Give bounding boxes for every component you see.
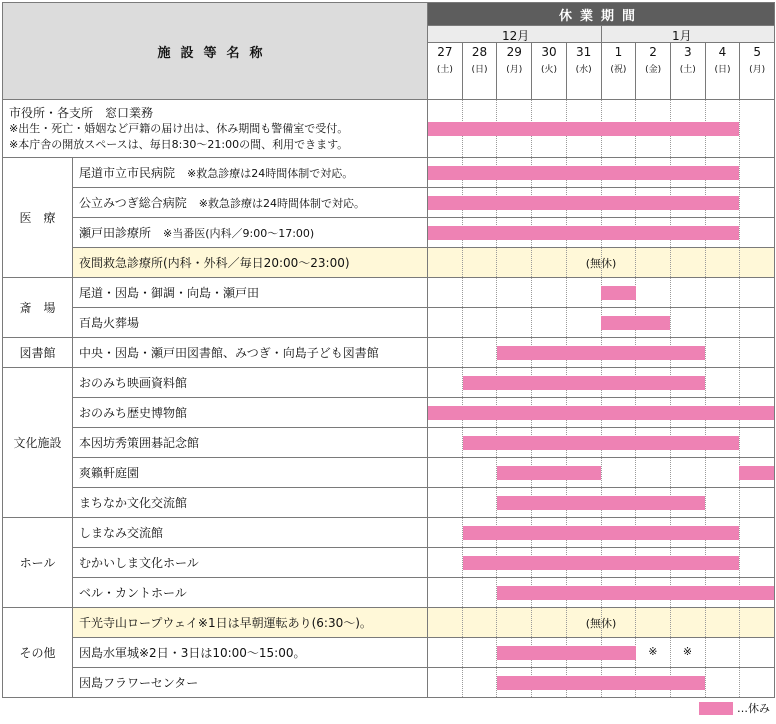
grid-cell — [428, 428, 775, 458]
closed-bar — [497, 586, 774, 600]
row-name: おのみち歴史博物館 — [73, 398, 428, 428]
weekday: (月) — [506, 65, 523, 75]
month-divider — [601, 26, 602, 42]
holiday-schedule-table — [2, 2, 775, 698]
row-name: 中央・因島・瀬戸田図書館、みつぎ・向島子ども図書館 — [73, 338, 428, 368]
weekday: (土) — [436, 65, 453, 75]
category-medical: 医 療 — [3, 158, 73, 278]
row-name: 因島水軍城※2日・3日は10:00～15:00。 — [73, 638, 428, 668]
day-number: 27 — [437, 45, 453, 59]
weekday: (祝) — [610, 65, 627, 75]
closed-bar — [497, 496, 705, 510]
weekday: (火) — [540, 65, 557, 75]
closed-bar — [428, 196, 739, 210]
closed-bar — [428, 406, 774, 420]
weekday: (金) — [645, 65, 662, 75]
weekday: (日) — [714, 65, 731, 75]
closed-bar — [463, 436, 740, 450]
grid-cell — [428, 638, 775, 668]
grid-cell — [428, 248, 775, 278]
row-name: 爽籟軒庭園 — [73, 458, 428, 488]
row-name: 因島フラワーセンター — [73, 668, 428, 698]
row-name: 尾道・因島・御調・向島・瀬戸田 — [73, 278, 428, 308]
closed-bar — [463, 526, 740, 540]
day-column — [532, 43, 567, 100]
grid-cell — [428, 368, 775, 398]
weekday: (月) — [749, 65, 766, 75]
legend — [699, 700, 770, 716]
closed-bar — [497, 676, 705, 690]
month-dec: 12月 — [502, 29, 530, 43]
legend-label: …休み — [737, 702, 770, 715]
grid-cell — [428, 338, 775, 368]
closed-bar — [428, 226, 739, 240]
day-number: 3 — [683, 45, 692, 59]
grid-cell — [428, 100, 775, 158]
row-name: しまなみ交流館 — [73, 518, 428, 548]
category-library: 図書館 — [3, 338, 73, 368]
day-number: 4 — [718, 45, 727, 59]
day-header-row — [428, 43, 775, 100]
facility-header: 施設等名称 — [3, 3, 428, 100]
day-number: 29 — [506, 45, 522, 59]
day-column — [463, 43, 498, 100]
row-name: 千光寺山ロープウェイ※1日は早朝運転あり(6:30～)。 — [73, 608, 428, 638]
day-column — [706, 43, 741, 100]
day-column — [740, 43, 774, 100]
day-column — [497, 43, 532, 100]
category-hall: ホール — [3, 518, 73, 608]
status-no-holiday: (無休) — [585, 256, 617, 270]
day-column — [636, 43, 671, 100]
day-column — [602, 43, 637, 100]
city-office-title: 市役所・各支所 窓口業務 — [9, 105, 154, 120]
note-mark: ※ — [648, 644, 658, 658]
day-number: 5 — [753, 45, 762, 59]
city-office-note-1: ※出生・死亡・婚姻など戸籍の届け出は、休み期間も警備室で受付。 — [9, 121, 349, 135]
closed-bar — [601, 316, 670, 330]
note-mark: ※ — [682, 644, 693, 658]
row-name: 瀬戸田診療所 ※当番医(内科／9:00～17:00) — [73, 218, 428, 248]
grid-cell — [428, 218, 775, 248]
day-number: 1 — [614, 45, 623, 59]
grid-cell — [428, 458, 775, 488]
city-office-cell — [3, 100, 428, 158]
closed-bar — [497, 346, 705, 360]
weekday: (水) — [575, 65, 592, 75]
grid-cell — [428, 668, 775, 698]
closed-bar — [428, 166, 739, 180]
period-header: 休業期間 — [428, 3, 775, 26]
grid-cell — [428, 548, 775, 578]
closed-bar — [428, 122, 739, 136]
closed-bar — [497, 646, 635, 660]
row-name: まちなか文化交流館 — [73, 488, 428, 518]
status-no-holiday: (無休) — [585, 616, 617, 630]
day-columns — [428, 43, 774, 99]
row-name: 夜間救急診療所(内科・外科／毎日20:00～23:00) — [73, 248, 428, 278]
day-column — [671, 43, 706, 100]
row-name: 本因坊秀策囲碁記念館 — [73, 428, 428, 458]
row-name: 尾道市立市民病院 ※救急診療は24時間体制で対応。 — [73, 158, 428, 188]
day-number: 31 — [576, 45, 592, 59]
legend-swatch — [699, 702, 733, 715]
day-number: 2 — [649, 45, 657, 59]
closed-bar — [497, 466, 601, 480]
closed-bar — [739, 466, 774, 480]
grid-cell — [428, 578, 775, 608]
row-name: 公立みつぎ総合病院 ※救急診療は24時間体制で対応。 — [73, 188, 428, 218]
closed-bar — [601, 286, 636, 300]
grid-cell — [428, 488, 775, 518]
row-name: 百島火葬場 — [73, 308, 428, 338]
day-column — [567, 43, 602, 100]
month-jan: 1月 — [672, 29, 692, 43]
row-name: ベル・カントホール — [73, 578, 428, 608]
closed-bar — [463, 376, 705, 390]
grid-cell — [428, 188, 775, 218]
category-crematorium: 斎 場 — [3, 278, 73, 338]
day-column — [428, 43, 463, 100]
grid-cell — [428, 158, 775, 188]
grid-cell — [428, 278, 775, 308]
grid-cell — [428, 398, 775, 428]
grid-cell — [428, 308, 775, 338]
category-other: その他 — [3, 608, 73, 698]
weekday: (土) — [679, 65, 696, 75]
day-number: 30 — [541, 45, 557, 59]
closed-bar — [463, 556, 740, 570]
grid-cell — [428, 608, 775, 638]
day-number: 28 — [471, 45, 488, 59]
row-name: むかいしま文化ホール — [73, 548, 428, 578]
grid-cell — [428, 518, 775, 548]
city-office-note-2: ※本庁舎の開放スペースは、毎日8:30～21:00の間、利用できます。 — [9, 137, 349, 151]
weekday: (日) — [471, 65, 488, 75]
day-gridlines — [428, 458, 774, 487]
row-name: おのみち映画資料館 — [73, 368, 428, 398]
month-row — [428, 26, 775, 43]
category-culture: 文化施設 — [3, 368, 73, 518]
